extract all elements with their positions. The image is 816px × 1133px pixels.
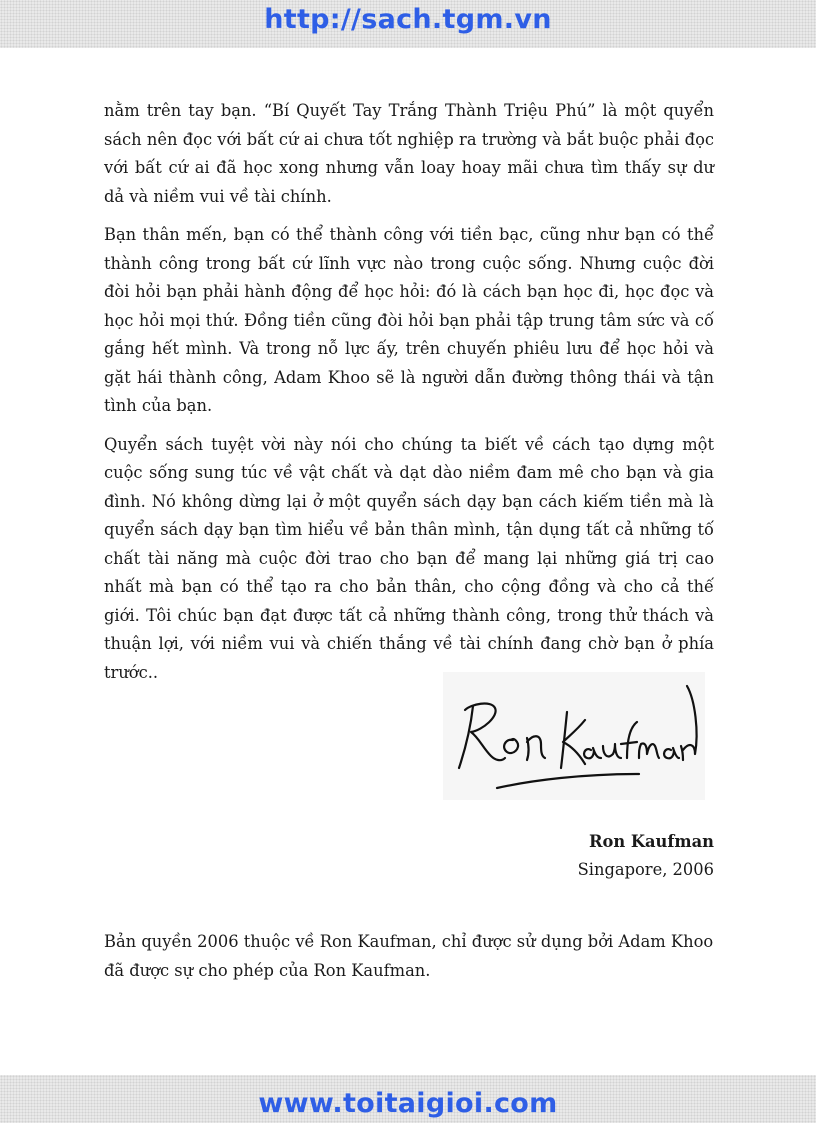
copyright-notice: Bản quyền 2006 thuộc về Ron Kaufman, chỉ được sử dụng bởi Adam Khoo đã được sự cho phép của Ron Kaufman. — [104, 932, 714, 980]
body-text — [104, 97, 714, 697]
signature-image — [443, 672, 705, 800]
handwritten-signature — [443, 672, 705, 800]
header-band — [0, 0, 816, 48]
signer-name: Ron Kaufman — [588, 832, 714, 851]
paragraph-2: Bạn thân mến, bạn có thể thành công với tiền bạc, cũng như bạn có thể thành công trong bất cứ lĩnh vực nào trong cuộc sống. Nhưng cuộc đời đòi hỏi bạn phải hành động để học hỏi: đó là cách bạn học đi, học đọc và học hỏi mọi thứ. Đồng tiền cũng đòi hỏi bạn phải tập trung tâm sức và cố gắng hết mình. Và trong nỗ lực ấy, trên chuyến phiêu lưu để học hỏi và gặt hái thành công, Adam Khoo sẽ là người dẫn đường thông thái và tận tình của bạn. — [104, 225, 714, 415]
footer-band — [0, 1075, 816, 1123]
header-url[interactable]: http://sach.tgm.vn — [264, 4, 552, 35]
paragraph-3: Quyển sách tuyệt vời này nói cho chúng ta biết về cách tạo dựng một cuộc sống sung túc về vật chất và dạt dào niềm đam mê cho bạn và gia đình. Nó không dừng lại ở một quyển sách dạy bạn cách kiếm tiền mà là quyển sách dạy bạn tìm hiểu về bản thân mình, tận dụng tất cả những tố chất tài năng mà cuộc đời trao cho bạn để mang lại những giá trị cao nhất mà bạn có thể tạo ra cho bản thân, cho cộng đồng và cho cả thế giới. Tôi chúc bạn đạt được tất cả những thành công, trong thử thách và thuận lợi, với niềm vui và chiến thắng về tài chính đang chờ bạn ở phía trước.. — [104, 434, 714, 682]
paragraph-1: nằm trên tay bạn. “Bí Quyết Tay Trắng Thành Triệu Phú” là một quyển sách nên đọc với bất cứ ai chưa tốt nghiệp ra trường và bắt buộc phải đọc với bất cứ ai đã học xong nhưng vẫn loay hoay mãi chưa tìm thấy sự dư dả và niềm vui về tài chính. — [104, 101, 714, 206]
signer-place-date: Singapore, 2006 — [577, 860, 714, 879]
footer-url[interactable]: www.toitaigioi.com — [258, 1088, 558, 1119]
